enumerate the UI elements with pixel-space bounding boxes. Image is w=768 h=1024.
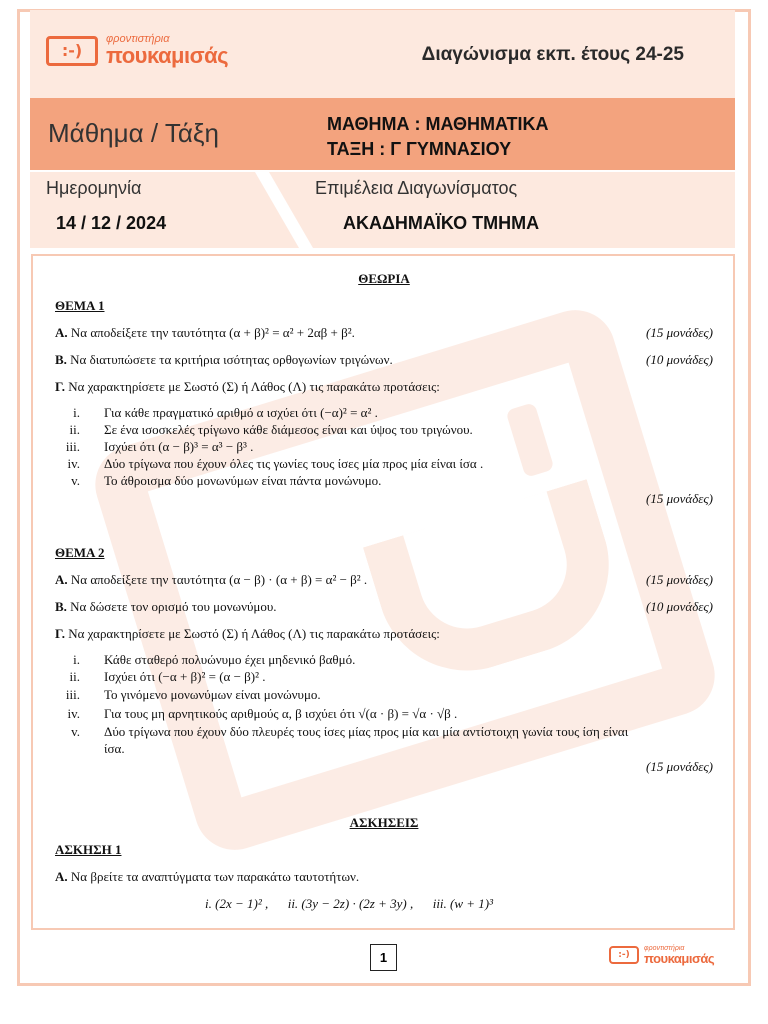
subject-line: ΜΑΘΗΜΑ : ΜΑΘΗΜΑΤΙΚΑ xyxy=(327,114,549,134)
footer-logo-big-text: πουκαμισάς xyxy=(644,951,715,966)
class-line: ΤΑΞΗ : Γ ΓΥΜΝΑΣΙΟΥ xyxy=(327,139,512,159)
thema1-a-points: (15 μονάδες) xyxy=(646,325,713,340)
list-number: v. xyxy=(71,473,80,488)
theory-title: ΘΕΩΡΙΑ xyxy=(358,271,410,286)
list-number: iv. xyxy=(67,456,80,471)
list-number: ii. xyxy=(69,422,80,437)
thema2-heading: ΘΕΜΑ 2 xyxy=(55,545,105,560)
exercise1-formulas: i. (2x − 1)² , ii. (3y − 2z) · (2z + 3y) , iii. (w + 1)³ xyxy=(205,896,494,911)
thema1-b-points: (10 μονάδες) xyxy=(646,352,713,367)
exercises-title: ΑΣΚΗΣΕΙΣ xyxy=(349,815,419,830)
thema1-b: Β. Να διατυπώσετε τα κριτήρια ισότητας ορθογωνίων τριγώνων. xyxy=(55,352,393,367)
list-number: iii. xyxy=(65,687,80,702)
list-number: ii. xyxy=(69,669,80,684)
exam-date: 14 / 12 / 2024 xyxy=(56,213,167,233)
thema2-g-points: (15 μονάδες) xyxy=(646,759,713,774)
thema1-g: Γ. Να χαρακτηρίσετε με Σωστό (Σ) ή Λάθος (Λ) τις παρακάτω προτάσεις: xyxy=(55,379,440,394)
smiley-icon: :-) xyxy=(609,946,639,964)
supervision-value: ΑΚΑΔΗΜΑΪΚΟ ΤΜΗΜΑ xyxy=(343,213,540,233)
thema1-heading: ΘΕΜΑ 1 xyxy=(55,298,105,313)
list-item: Το γινόμενο μονωνύμων είναι μονώνυμο. xyxy=(104,687,321,702)
smiley-icon: :-) xyxy=(46,36,98,66)
logo-big-text: πουκαμισάς xyxy=(106,43,229,68)
exercise1-heading: ΑΣΚΗΣΗ 1 xyxy=(55,842,122,857)
thema2-b: Β. Να δώσετε τον ορισμό του μονωνύμου. xyxy=(55,599,277,614)
list-item-continuation: ίσα. xyxy=(104,741,125,756)
page-number: 1 xyxy=(370,944,397,971)
brand-logo xyxy=(46,34,228,67)
list-item: Κάθε σταθερό πολυώνυμο έχει μηδενικό βαθμό. xyxy=(104,652,356,667)
list-item: Για τους μη αρνητικούς αριθμούς α, β ισχύει ότι √(α · β) = √α · √β . xyxy=(104,706,458,721)
list-number: i. xyxy=(73,652,80,667)
thema1-g-points: (15 μονάδες) xyxy=(646,491,713,506)
divider-shape xyxy=(255,172,315,248)
footer-logo xyxy=(609,945,714,965)
date-label: Ημερομηνία xyxy=(46,178,142,198)
thema1-a: Α. Να αποδείξετε την ταυτότητα (α + β)² = α² + 2αβ + β². xyxy=(55,325,355,340)
list-item: Ισχύει ότι (α − β)³ = α³ − β³ . xyxy=(104,439,254,454)
thema2-a: Α. Να αποδείξετε την ταυτότητα (α − β) · (α + β) = α² − β² . xyxy=(55,572,368,587)
list-number: iv. xyxy=(67,706,80,721)
list-item: Δύο τρίγωνα που έχουν δύο πλευρές τους ίσες μίας προς μία και μία αντίστοιχη γωνία τους ίση είναι xyxy=(104,724,629,739)
exercise1-a: Α. Να βρείτε τα αναπτύγματα των παρακάτω ταυτοτήτων. xyxy=(55,869,360,884)
list-item: Δύο τρίγωνα που έχουν όλες τις γωνίες τους ίσες μία προς μία είναι ίσα . xyxy=(104,456,484,471)
exam-title: Διαγώνισμα εκπ. έτους 24-25 xyxy=(421,44,684,65)
footer-logo-small-text: φροντιστήρια xyxy=(644,945,685,952)
thema2-a-points: (15 μονάδες) xyxy=(646,572,713,587)
subject-class-label: Μάθημα / Τάξη xyxy=(48,118,219,148)
subject-info xyxy=(327,112,549,162)
thema2-g: Γ. Να χαρακτηρίσετε με Σωστό (Σ) ή Λάθος (Λ) τις παρακάτω προτάσεις: xyxy=(55,626,440,641)
list-item: Σε ένα ισοσκελές τρίγωνο κάθε διάμεσος είναι και ύψος του τριγώνου. xyxy=(104,422,473,437)
list-number: v. xyxy=(71,724,80,739)
logo-small-text: φροντιστήρια xyxy=(106,33,170,45)
list-number: iii. xyxy=(65,439,80,454)
list-item: Για κάθε πραγματικό αριθμό α ισχύει ότι (−α)² = α² . xyxy=(104,405,378,420)
thema2-b-points: (10 μονάδες) xyxy=(646,599,713,614)
list-item: Ισχύει ότι (−α + β)² = (α − β)² . xyxy=(104,669,266,684)
list-number: i. xyxy=(73,405,80,420)
list-item: Το άθροισμα δύο μονωνύμων είναι πάντα μονώνυμο. xyxy=(104,473,382,488)
supervision-label: Επιμέλεια Διαγωνίσματος xyxy=(315,178,518,198)
